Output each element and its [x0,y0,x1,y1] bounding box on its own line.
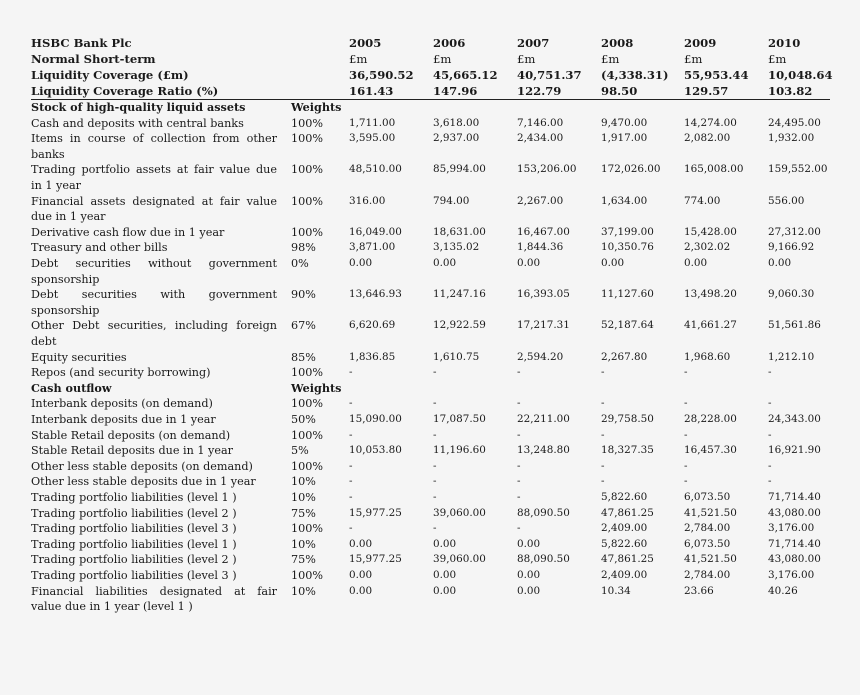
row-value: 0.00 [349,257,373,269]
row-value: 2,594.20 [517,350,564,363]
row-weight: 90% [291,288,316,302]
row-weight: 100% [291,397,323,411]
row-value: - [684,366,688,379]
header-ratio: 103.82 [768,84,813,98]
header-label: Liquidity Coverage Ratio (%) [31,84,219,98]
header-unit: £m [601,52,620,66]
row-value: 27,312.00 [768,225,821,238]
row-label: Other less stable deposits due in 1 year [31,475,256,489]
row-label: Interbank deposits (on demand) [31,397,213,411]
row-weight: 5% [291,444,309,458]
row-value: 17,217.31 [517,319,570,332]
row-value: 3,595.00 [349,132,396,145]
row-value: 88,090.50 [517,553,570,566]
row-value: 2,409.00 [601,522,648,535]
row-value: - [517,428,521,441]
row-value: 15,977.25 [349,506,402,519]
row-value: - [768,459,772,472]
row-value: 316.00 [349,194,386,207]
row-value: 10,053.80 [349,444,402,457]
row-value: - [768,428,772,441]
section-heading: Cash outflow [31,380,112,395]
row-value: 48,510.00 [349,163,402,176]
row-weight: 10% [291,537,316,551]
row-value: 16,467.00 [517,225,570,238]
row-value: 39,060.00 [433,506,486,519]
row-label: Trading portfolio liabilities (level 1 ) [31,537,237,551]
row-value: 0.00 [768,257,792,269]
row-weight: 100% [291,116,323,130]
row-value: - [433,491,437,503]
row-value: 2,267.00 [517,194,564,207]
row-value: 0.00 [433,584,457,597]
row-value: - [601,428,605,441]
row-label: Trading portfolio liabilities (level 1 ) [31,491,237,504]
row-value: 6,620.69 [349,319,396,332]
row-value: 1,844.36 [517,241,564,254]
row-value: 17,087.50 [433,413,486,425]
row-value: - [684,428,688,441]
row-value: 1,968.60 [684,350,731,363]
row-value: 556.00 [768,194,805,207]
header-ratio: 161.43 [349,84,394,98]
header-coverage: 55,953.44 [684,68,749,82]
row-label: Stable Retail deposits (on demand) [31,428,231,442]
header-year: 2005 [349,36,382,50]
row-value: 3,176.00 [768,522,815,535]
row-value: 13,498.20 [684,288,737,301]
row-value: 165,008.00 [684,163,744,176]
row-value: 43,080.00 [768,553,821,566]
header-label: Normal Short-term [31,52,156,66]
row-label: Equity securities [31,350,127,364]
row-value: 159,552.00 [768,163,828,176]
row-value: 1,610.75 [433,350,480,363]
row-weight: 0% [291,257,309,270]
row-value: 2,082.00 [684,132,731,145]
row-value: 0.00 [349,584,373,597]
row-value: 6,073.50 [684,491,731,503]
header-coverage: 40,751.37 [517,68,582,82]
row-value: 51,561.86 [768,319,821,332]
row-value: 14,274.00 [684,116,737,129]
row-weight: Weights [291,380,342,395]
header-label: HSBC Bank Plc [31,36,132,50]
row-value: 15,428.00 [684,225,737,238]
row-label: Treasury and other bills [31,241,168,255]
header-year: 2009 [684,36,717,50]
row-label: Debt securities with government sponsorship [31,288,277,317]
row-value: 5,822.60 [601,537,648,550]
header-year: 2007 [517,36,550,50]
row-weight: 100% [291,366,323,380]
row-weight: 85% [291,350,316,364]
section-heading: Stock of high-quality liquid assets [31,100,246,114]
row-value: 18,327.35 [601,444,654,457]
row-weight: 100% [291,194,323,208]
header-coverage: 36,590.52 [349,68,414,82]
row-value: 13,646.93 [349,288,402,301]
row-value: 1,836.85 [349,350,396,363]
header-ratio: 98.50 [601,84,638,98]
header-ratio: 147.96 [433,84,478,98]
row-value: 794.00 [433,194,470,207]
header-coverage: 45,665.12 [433,68,498,82]
row-value: 40.26 [768,584,798,597]
row-value: 88,090.50 [517,506,570,519]
header-ratio: 129.57 [684,84,729,98]
row-label: Financial liabilities designated at fair value due in 1 year (level 1 ) [31,584,277,614]
row-weight: 100% [291,132,323,146]
row-label: Interbank deposits due in 1 year [31,413,216,426]
row-value: 16,457.30 [684,444,737,457]
row-value: 13,248.80 [517,444,570,457]
row-value: 3,176.00 [768,569,815,581]
row-value: 1,917.00 [601,132,648,145]
row-label: Trading portfolio liabilities (level 3 ) [31,569,237,582]
row-value: - [433,522,437,535]
row-weight: 100% [291,225,323,239]
row-label: Trading portfolio liabilities (level 3 ) [31,522,237,536]
row-label: Repos (and security borrowing) [31,366,211,380]
row-value: 39,060.00 [433,553,486,566]
header-year: 2008 [601,36,634,50]
row-weight: 50% [291,413,316,426]
row-value: 2,302.02 [684,241,731,254]
header-ratio: 122.79 [517,84,562,98]
row-value: 0.00 [517,257,541,269]
row-value: 2,434.00 [517,132,564,145]
row-weight: 10% [291,491,316,504]
row-weight: 100% [291,163,323,177]
row-value: 0.00 [684,257,708,269]
row-value: 43,080.00 [768,506,821,519]
row-label: Stable Retail deposits due in 1 year [31,444,233,458]
row-value: 7,146.00 [517,116,564,129]
row-value: 0.00 [349,537,373,550]
row-value: 0.00 [517,584,541,597]
row-value: - [517,475,521,488]
row-value: 1,634.00 [601,194,648,207]
row-value: - [349,366,353,379]
row-value: - [433,366,437,379]
row-value: 1,711.00 [349,116,396,129]
row-weight: 98% [291,241,316,255]
row-value: - [433,475,437,488]
row-weight: 75% [291,506,316,520]
row-value: 12,922.59 [433,319,486,332]
header-label: Liquidity Coverage (£m) [31,68,189,82]
row-label: Cash and deposits with central banks [31,116,244,130]
row-value: 3,618.00 [433,116,480,129]
row-value: 172,026.00 [601,163,661,176]
row-weight: 10% [291,475,316,489]
row-value: - [684,459,688,472]
row-label: Financial assets designated at fair value due in 1 year [31,194,277,224]
row-label: Other less stable deposits (on demand) [31,459,253,473]
row-value: 71,714.40 [768,491,821,503]
row-value: 16,393.05 [517,288,570,301]
header-unit: £m [433,52,452,66]
row-value: 24,343.00 [768,413,821,425]
row-value: - [349,428,353,441]
header-unit: £m [517,52,536,66]
row-value: - [349,475,353,488]
row-value: 18,631.00 [433,225,486,238]
row-label: Derivative cash flow due in 1 year [31,225,225,239]
row-value: 774.00 [684,194,721,207]
row-value: - [684,475,688,488]
row-value: 71,714.40 [768,537,821,550]
row-value: - [433,428,437,441]
row-value: 16,921.90 [768,444,821,457]
row-value: - [517,459,521,472]
row-value: 0.00 [433,257,457,269]
row-value: - [349,397,353,410]
row-weight: 100% [291,459,323,473]
row-value: - [517,522,521,535]
row-value: 11,247.16 [433,288,486,301]
row-value: 52,187.64 [601,319,654,332]
row-value: 1,212.10 [768,350,815,363]
row-label: Debt securities without government sponsorship [31,257,277,286]
row-value: - [601,475,605,488]
row-weight: Weights [291,100,342,114]
row-label: Items in course of collection from other banks [31,132,277,161]
row-value: 24,495.00 [768,116,821,129]
row-value: 0.00 [349,569,373,581]
row-value: 3,135.02 [433,241,480,254]
row-value: 10,350.76 [601,241,654,254]
row-value: 153,206.00 [517,163,577,176]
row-value: 9,470.00 [601,116,648,129]
row-value: 15,090.00 [349,413,402,425]
row-weight: 75% [291,553,316,567]
header-unit: £m [684,52,703,66]
row-value: 5,822.60 [601,491,648,503]
row-label: Other Debt securities, including foreign debt [31,319,277,348]
header-year: 2006 [433,36,466,50]
row-value: - [433,459,437,472]
row-value: 47,861.25 [601,553,654,566]
row-value: 9,060.30 [768,288,815,301]
row-value: - [349,491,353,503]
row-weight: 10% [291,584,316,598]
row-label: Trading portfolio liabilities (level 2 ) [31,553,237,567]
row-value: 16,049.00 [349,225,402,238]
row-value: - [349,522,353,535]
row-value: 0.00 [433,569,457,581]
row-value: 2,784.00 [684,569,731,581]
row-value: 47,861.25 [601,506,654,519]
row-value: 41,661.27 [684,319,737,332]
row-value: 2,784.00 [684,522,731,535]
row-value: 2,267.80 [601,350,648,363]
row-value: - [768,366,772,379]
row-value: 6,073.50 [684,537,731,550]
row-value: 1,932.00 [768,132,815,145]
row-value: 23.66 [684,584,714,597]
row-value: 29,758.50 [601,413,654,425]
row-value: - [517,366,521,379]
header-coverage: 10,048.64 [768,68,833,82]
row-weight: 100% [291,569,323,582]
row-value: 11,196.60 [433,444,486,457]
row-weight: 100% [291,428,323,442]
row-value: 41,521.50 [684,553,737,566]
row-value: - [517,397,521,410]
row-label: Trading portfolio liabilities (level 2 ) [31,506,237,520]
row-value: 0.00 [517,537,541,550]
row-value: - [433,397,437,410]
row-weight: 100% [291,522,323,536]
header-year: 2010 [768,36,801,50]
row-value: 11,127.60 [601,288,654,301]
row-value: 2,409.00 [601,569,648,581]
row-value: 0.00 [517,569,541,581]
row-value: 2,937.00 [433,132,480,145]
header-unit: £m [349,52,368,66]
row-weight: 67% [291,319,316,333]
row-value: 15,977.25 [349,553,402,566]
row-value: - [601,397,605,410]
row-value: 22,211.00 [517,413,570,425]
row-value: - [768,475,772,488]
row-value: 10.34 [601,584,631,597]
row-value: - [768,397,772,410]
row-value: 9,166.92 [768,241,815,254]
row-value: 0.00 [433,537,457,550]
header-coverage: (4,338.31) [601,68,669,82]
row-value: 0.00 [601,257,625,269]
header-unit: £m [768,52,787,66]
row-value: 28,228.00 [684,413,737,425]
row-value: 3,871.00 [349,241,396,254]
row-value: 37,199.00 [601,225,654,238]
row-value: - [517,491,521,503]
row-value: - [601,366,605,379]
row-value: - [684,397,688,410]
row-label: Trading portfolio assets at fair value due in 1 year [31,163,277,192]
row-value: 41,521.50 [684,506,737,519]
row-value: - [601,459,605,472]
row-value: - [349,459,353,472]
row-value: 85,994.00 [433,163,486,176]
